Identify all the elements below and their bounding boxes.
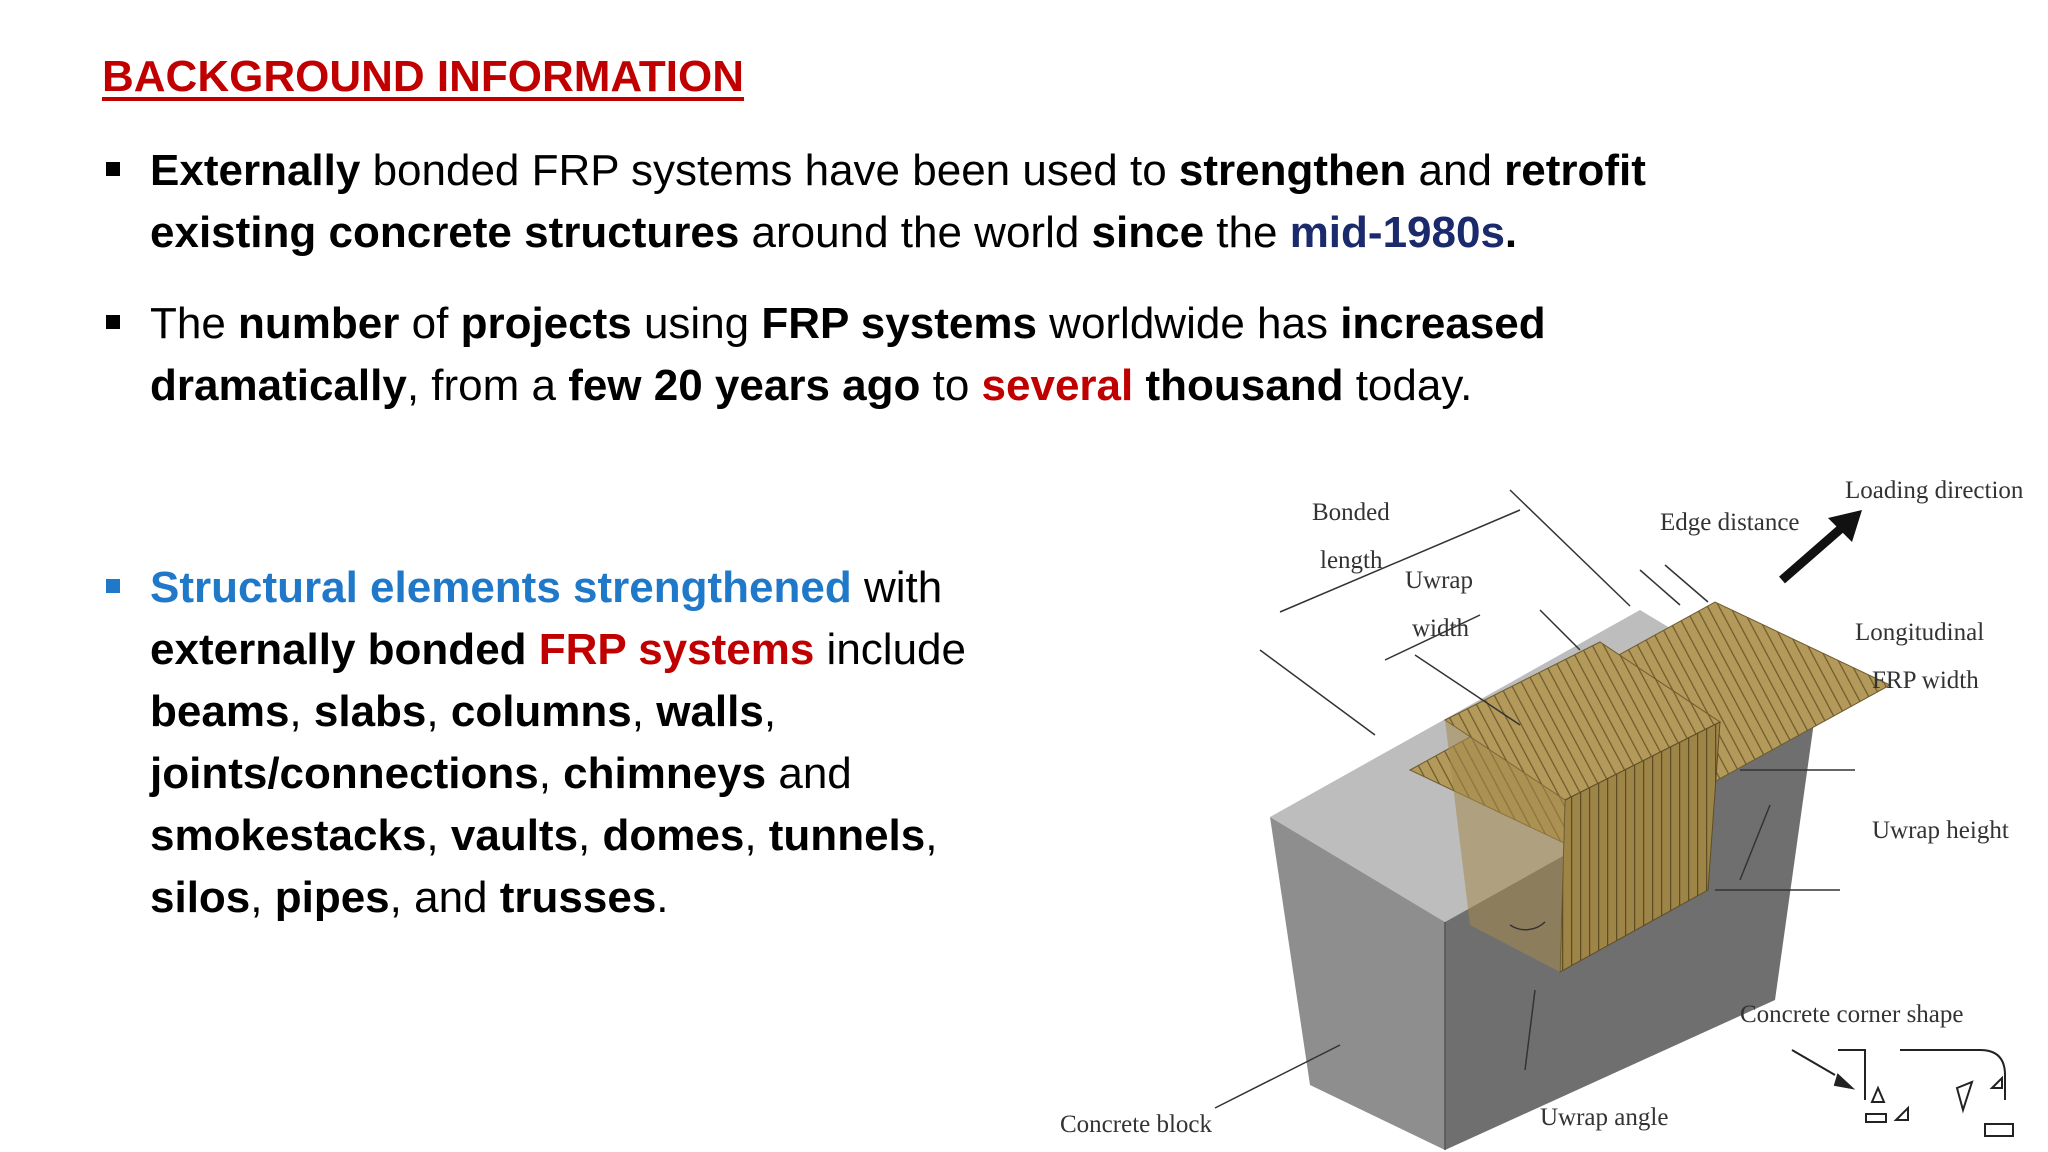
bullet-run: projects bbox=[460, 299, 632, 348]
bullet-run: using bbox=[631, 299, 762, 348]
bullet-run: trusses bbox=[499, 873, 657, 922]
bullet-run: domes bbox=[602, 811, 745, 860]
bullet-run: retrofit bbox=[1504, 146, 1646, 195]
bullet-run: number bbox=[238, 299, 400, 348]
bullet-run: externally bonded bbox=[150, 625, 539, 674]
bullet-run bbox=[1133, 361, 1145, 410]
label-loading-direction: Loading direction bbox=[1845, 477, 2024, 504]
frp-specimen-diagram bbox=[1040, 460, 2048, 1150]
bullet-run: worldwide has bbox=[1036, 299, 1341, 348]
bullet-run: , bbox=[631, 687, 657, 736]
bullet-run: and bbox=[1406, 146, 1505, 195]
bullet-run: mid-1980s bbox=[1289, 208, 1505, 257]
bullet-run: Structural elements strengthened bbox=[150, 563, 852, 612]
bullet-run: increased bbox=[1340, 299, 1546, 348]
label-uwrap-height: Uwrap height bbox=[1872, 817, 2009, 844]
bullet-run: , bbox=[426, 687, 451, 736]
bullet-run: since bbox=[1091, 208, 1205, 257]
bullet-text bbox=[150, 146, 1646, 257]
bullet-run: existing concrete structures bbox=[150, 208, 740, 257]
bullet-run: FRP systems bbox=[538, 625, 815, 674]
bullet-run: , bbox=[426, 811, 451, 860]
bullet-run: , bbox=[289, 687, 314, 736]
bullet-run: to bbox=[920, 361, 982, 410]
bullet-run: dramatically bbox=[150, 361, 407, 410]
label-bonded: Bonded bbox=[1312, 499, 1390, 526]
bullet-run: , from a bbox=[406, 361, 569, 410]
bullet-run: thousand bbox=[1145, 361, 1344, 410]
bullet-run: several bbox=[981, 361, 1134, 410]
bullet-structural-elements bbox=[150, 557, 1050, 929]
bullet-run: Externally bbox=[150, 146, 361, 195]
bullet-run: bonded FRP systems have been used to bbox=[360, 146, 1179, 195]
bullet-run: the bbox=[1204, 208, 1290, 257]
bullet-run: , bbox=[744, 811, 769, 860]
label-concrete-block: Concrete block bbox=[1060, 1111, 1213, 1138]
bullet-square-icon bbox=[106, 315, 120, 329]
bullet-run: , bbox=[925, 811, 938, 860]
bullet-project-growth bbox=[150, 293, 1750, 417]
bullet-text bbox=[150, 299, 1546, 410]
bullet-run: with bbox=[851, 563, 943, 612]
bullet-square-icon bbox=[106, 579, 120, 593]
label-longitudinal: Longitudinal bbox=[1855, 619, 1985, 646]
bullet-run: smokestacks bbox=[150, 811, 427, 860]
bullet-run: , and bbox=[389, 873, 500, 922]
bullet-run: tunnels bbox=[768, 811, 926, 860]
label-uwrap: Uwrap bbox=[1405, 567, 1474, 594]
bullet-frp-history bbox=[150, 140, 1750, 264]
bullet-run: of bbox=[399, 299, 461, 348]
bullet-run: chimneys bbox=[563, 749, 767, 798]
bullet-run: and bbox=[766, 749, 852, 798]
bullet-run: The bbox=[150, 299, 239, 348]
label-uwrap-angle: Uwrap angle bbox=[1540, 1104, 1669, 1131]
bullet-text bbox=[150, 563, 966, 922]
bullet-run: include bbox=[814, 625, 966, 674]
label-width: width bbox=[1412, 615, 1469, 642]
bullet-run: vaults bbox=[450, 811, 579, 860]
bullet-run: slabs bbox=[313, 687, 427, 736]
bullet-run: joints/connections bbox=[150, 749, 539, 798]
bullet-run: beams bbox=[150, 687, 290, 736]
bullet-run: , bbox=[578, 811, 603, 860]
bullet-square-icon bbox=[106, 162, 120, 176]
bullet-run: silos bbox=[150, 873, 251, 922]
bullet-run: strengthen bbox=[1178, 146, 1407, 195]
label-concrete-corner-shape: Concrete corner shape bbox=[1740, 1001, 1964, 1028]
label-frp-width: FRP width bbox=[1872, 667, 1979, 694]
bullet-run: around the world bbox=[739, 208, 1092, 257]
bullet-run: few 20 years ago bbox=[568, 361, 921, 410]
bullet-run: walls bbox=[656, 687, 764, 736]
bullet-run: pipes bbox=[274, 873, 390, 922]
label-length: length bbox=[1320, 547, 1383, 574]
bullet-run: . bbox=[1504, 208, 1518, 257]
concrete-corner-shape-icons bbox=[1792, 1050, 2013, 1136]
bullet-run: , bbox=[250, 873, 275, 922]
bullet-run: . bbox=[656, 873, 669, 922]
bullet-run: FRP systems bbox=[761, 299, 1037, 348]
label-edge-distance: Edge distance bbox=[1660, 509, 1800, 536]
slide-title: BACKGROUND INFORMATION bbox=[102, 52, 745, 101]
bullet-run: today. bbox=[1343, 361, 1473, 410]
bullet-run: , bbox=[763, 687, 777, 736]
bullet-run: , bbox=[538, 749, 564, 798]
bullet-run: columns bbox=[450, 687, 632, 736]
